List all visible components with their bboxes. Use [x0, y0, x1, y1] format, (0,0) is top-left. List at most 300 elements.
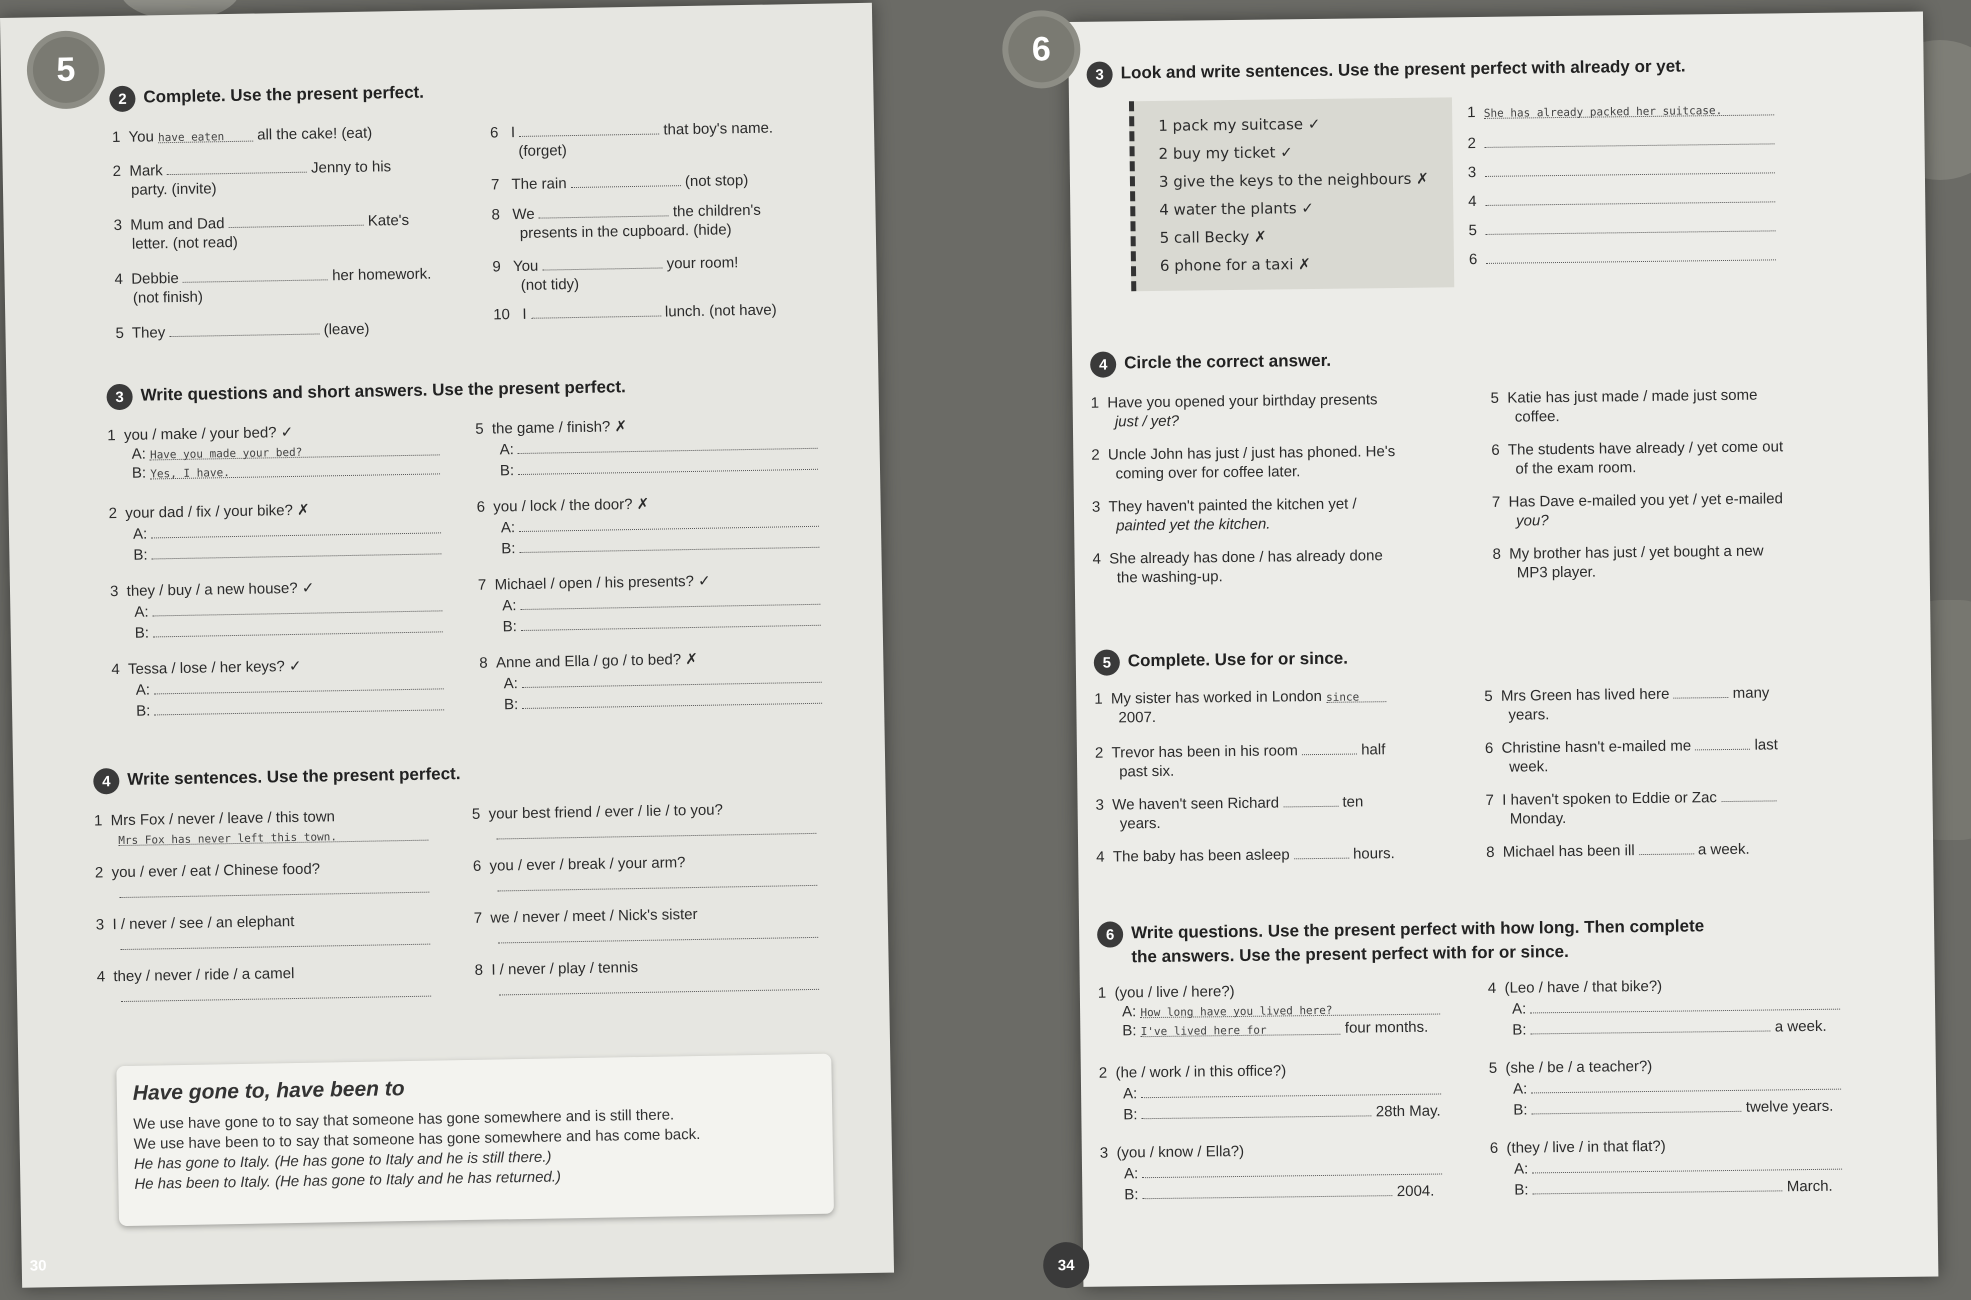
exercise-instruction: Complete. Use the present perfect.	[143, 82, 425, 107]
item-number: 1	[107, 427, 116, 445]
b-label: B:	[1512, 1021, 1527, 1039]
item-text: They	[131, 324, 166, 342]
answer-blank[interactable]	[228, 210, 363, 228]
ex4-item	[1491, 384, 1872, 441]
item-text: your room!	[666, 254, 739, 273]
ex4-item	[472, 799, 833, 857]
item-text: We haven't seen Richard	[1112, 794, 1280, 814]
a-label: A:	[1123, 1165, 1139, 1183]
item-number: 3	[1467, 164, 1477, 182]
checklist-item: 3 give the keys to the neighbours ✗	[1158, 169, 1429, 191]
item-number: 5	[471, 805, 481, 823]
item-text: lunch. (not have)	[664, 301, 777, 321]
exercise-6-column-left	[1098, 979, 1481, 1224]
ex6-item	[1098, 979, 1479, 1064]
unit-badge: 5	[32, 36, 99, 103]
item-text: coming over for coffee later.	[1115, 463, 1301, 483]
item-text: (forget)	[518, 142, 567, 160]
item-number: 7	[490, 176, 500, 194]
exercise-5-column-left	[1094, 685, 1476, 886]
item-prompt: they / never / ride / a camel	[113, 965, 295, 986]
exercise-3-heading	[106, 375, 626, 410]
answer-blank[interactable]	[531, 301, 661, 319]
a-label: A:	[132, 525, 148, 543]
answer-blank[interactable]	[571, 170, 681, 188]
ex2-item	[112, 154, 473, 214]
exercise-2-heading	[109, 81, 424, 112]
instruction-line: Write questions. Use the present perfect with how long. Then complete	[1131, 916, 1705, 943]
item-number: 1	[1094, 690, 1103, 708]
item-text: I	[510, 124, 516, 142]
item-number: 6	[489, 124, 499, 142]
ex6-item	[1488, 974, 1889, 1059]
ex6-item	[1099, 1059, 1480, 1144]
item-text: The rain	[511, 175, 567, 194]
item-number: 4	[1092, 550, 1102, 568]
exercise-2-items-right	[490, 116, 834, 334]
item-text: MP3 player.	[1516, 563, 1597, 582]
item-text: Mark	[129, 162, 163, 180]
exercise-6-column-right	[1488, 974, 1891, 1219]
item-number: 6	[1468, 251, 1478, 269]
item-prompt: you / ever / break / your arm?	[489, 854, 686, 875]
exercise-instruction: Write questions and short answers. Use the present perfect.	[140, 377, 626, 405]
handwritten-answer: How long have you lived here?	[1140, 1003, 1333, 1020]
answer-blank[interactable]	[1639, 838, 1694, 855]
ex4-item	[1091, 389, 1482, 446]
answer-blank[interactable]	[1673, 682, 1728, 699]
item-prompt: Michael / open / his presents? ✓	[494, 572, 711, 594]
ex3-item	[479, 647, 840, 731]
answer-blank[interactable]	[183, 264, 328, 283]
handwritten-answer: Mrs Fox has never left this town.	[118, 830, 338, 848]
ex2-item	[493, 298, 833, 334]
item-text: The baby has been asleep	[1112, 846, 1290, 866]
ex6-item	[1100, 1139, 1481, 1224]
item-text: My brother has just / yet bought a new	[1509, 542, 1764, 563]
item-text: 28th May.	[1375, 1102, 1441, 1121]
item-number: 8	[1492, 545, 1501, 563]
item-prompt: you / ever / eat / Chinese food?	[111, 860, 321, 882]
exercise-6-heading	[1097, 914, 1705, 969]
ex5-item	[1486, 836, 1886, 881]
item-text: The students have already / yet come out	[1507, 438, 1784, 459]
answer-blank[interactable]	[1142, 1100, 1372, 1119]
item-prompt: (he / work / in this office?)	[1115, 1062, 1287, 1082]
page-number-badge	[1043, 1242, 1090, 1289]
item-number: 6	[476, 498, 486, 516]
ex2-item	[114, 262, 475, 322]
item-text: March.	[1786, 1177, 1833, 1196]
item-prompt: I / never / see / an elephant	[112, 913, 295, 934]
b-label: B:	[131, 464, 147, 482]
item-text: We	[512, 205, 535, 224]
ex4-item	[474, 903, 835, 961]
item-text: Trevor has been in his room	[1111, 742, 1298, 762]
ex5-item	[1095, 789, 1476, 846]
ex6-item	[1489, 1054, 1890, 1139]
handwritten-answer: She has already packed her suitcase.	[1483, 104, 1723, 120]
ex4-item	[1092, 493, 1483, 550]
item-number: 8	[1486, 843, 1495, 861]
ex3-item	[107, 420, 458, 504]
item-number: 1	[1090, 394, 1100, 412]
item-text: I haven't spoken to Eddie or Zac	[1502, 789, 1717, 809]
item-number: 4	[114, 270, 124, 289]
answer-blank[interactable]	[1143, 1180, 1393, 1199]
item-text: Mrs Green has lived here	[1500, 685, 1670, 705]
answer-blank[interactable]	[1532, 1154, 1842, 1174]
answer-blank[interactable]	[542, 252, 662, 270]
item-number: 7	[1491, 493, 1501, 511]
item-number: 2	[1098, 1064, 1108, 1082]
item-number: 2	[108, 505, 118, 523]
item-text: I	[522, 305, 527, 323]
item-number: 2	[1094, 744, 1104, 762]
workbook-page-right	[1031, 12, 1938, 1287]
item-number: 4	[1487, 979, 1497, 997]
ex2-item	[113, 208, 474, 268]
item-text: Christine hasn't e-mailed me	[1501, 737, 1692, 757]
item-text: letter. (not read)	[131, 233, 238, 253]
item-number: 2	[1467, 135, 1476, 153]
item-text: the children's	[672, 201, 761, 221]
exercise-number: 2	[109, 86, 135, 112]
ex2-item	[492, 250, 833, 304]
b-label: B:	[134, 624, 150, 642]
ex4-item	[94, 805, 445, 863]
exercise-instruction: Look and write sentences. Use the present perfect with already or yet.	[1120, 56, 1686, 83]
ex3-item	[476, 491, 837, 575]
answer-blank[interactable]	[158, 126, 253, 144]
exercise-5-heading	[1094, 647, 1348, 676]
checklist-item: 2 buy my ticket ✓	[1158, 143, 1293, 163]
b-label: B:	[133, 546, 148, 564]
item-text: the washing-up.	[1116, 568, 1223, 587]
b-label: B:	[503, 696, 519, 714]
answer-blank[interactable]	[1485, 215, 1775, 235]
item-number: 4	[111, 661, 120, 679]
handwritten-answer: Have you made your bed?	[149, 445, 303, 462]
exercise-3-heading	[1086, 54, 1685, 87]
a-label: A:	[1121, 1003, 1137, 1021]
item-text: Michael has been ill	[1502, 842, 1635, 861]
item-prompt: you / lock / the door? ✗	[493, 495, 650, 516]
answer-line	[1467, 128, 1797, 161]
answer-blank[interactable]	[1695, 734, 1750, 751]
note-line: We use have been to to say that someone has gone somewhere and has come back.	[133, 1125, 701, 1153]
exercise-2-items-left	[112, 122, 476, 352]
answer-blank[interactable]	[1484, 99, 1774, 119]
ex4-item	[475, 955, 836, 1013]
handwritten-answer: have eaten	[157, 130, 225, 145]
exercise-3-column-left	[107, 420, 462, 738]
checklist-item: 5 call Becky ✗	[1159, 227, 1267, 247]
ex4-item	[96, 909, 447, 967]
item-number: 5	[115, 324, 125, 343]
item-text: last	[1754, 736, 1778, 754]
answer-blank[interactable]	[1533, 1175, 1783, 1194]
answer-blank[interactable]	[1294, 843, 1349, 860]
handwritten-answer: I've lived here for	[1140, 1023, 1267, 1039]
item-prompt: Tessa / lose / her keys? ✓	[127, 657, 302, 678]
answer-blank[interactable]	[1141, 1079, 1441, 1099]
item-number: 9	[492, 258, 501, 276]
a-label: A:	[500, 519, 516, 537]
answer-blank[interactable]	[1283, 791, 1338, 808]
item-text: a week.	[1697, 840, 1750, 859]
item-text: Kate's	[367, 211, 410, 230]
answer-blank[interactable]	[1530, 994, 1840, 1014]
answer-line	[1468, 215, 1798, 248]
page-number: 30	[29, 1257, 47, 1275]
ex5-item	[1096, 841, 1476, 886]
workbook-page-left	[0, 3, 894, 1288]
b-label: B:	[501, 540, 516, 558]
answer-blank[interactable]	[1485, 244, 1775, 264]
ex2-item	[115, 316, 475, 352]
a-label: A:	[502, 597, 517, 615]
ex2-item	[491, 198, 832, 256]
item-prompt: your best friend / ever / lie / to you?	[488, 801, 724, 823]
item-text: Monday.	[1509, 809, 1567, 828]
item-text: You	[128, 128, 154, 146]
exercise-4-column-left	[94, 805, 448, 1019]
answer-blank[interactable]	[169, 318, 319, 337]
item-text: (not tidy)	[520, 275, 580, 294]
exercise-4-column-left	[1091, 389, 1484, 602]
item-text: party. (invite)	[130, 180, 217, 199]
ex5-item	[1484, 680, 1885, 737]
item-text: Debbie	[131, 269, 179, 288]
item-text: past six.	[1119, 762, 1175, 781]
item-text: (not stop)	[684, 171, 749, 191]
note-example: He has gone to Italy. (He has gone to Italy and he is still there.)	[133, 1148, 552, 1173]
ex6-item	[1490, 1134, 1891, 1219]
item-number: 3	[1091, 498, 1101, 516]
item-prompt: you / make / your bed? ✓	[123, 423, 294, 444]
a-label: A:	[134, 603, 149, 621]
item-number: 10	[493, 306, 511, 324]
exercise-number: 6	[1097, 921, 1123, 947]
a-label: A:	[499, 441, 514, 459]
ex5-item	[1095, 737, 1476, 794]
item-text: four months.	[1344, 1018, 1429, 1037]
note-line: We use have gone to to say that someone has gone somewhere and is still there.	[133, 1106, 675, 1133]
checklist-notebook	[1129, 97, 1454, 291]
answer-blank[interactable]	[539, 200, 669, 218]
exercise-number: 3	[1086, 61, 1112, 87]
ex4-item	[1492, 540, 1873, 597]
answer-blank[interactable]	[1484, 157, 1774, 177]
ex4-item	[1092, 545, 1483, 602]
item-number: 3	[95, 916, 105, 934]
checklist-item: 1 pack my suitcase ✓	[1158, 114, 1321, 135]
answer-blank[interactable]	[1302, 739, 1357, 756]
handwritten-answer: since	[1325, 690, 1360, 704]
grammar-note	[116, 1054, 834, 1226]
item-text: She already has done / has already done	[1109, 547, 1383, 568]
item-prompt: the game / finish? ✗	[491, 418, 628, 438]
item-text: (not finish)	[132, 288, 204, 307]
item-number: 5	[475, 420, 484, 438]
exercise-4-heading	[93, 762, 461, 794]
page-number: 34	[1057, 1256, 1075, 1274]
b-label: B:	[135, 702, 151, 720]
item-prompt: (they / live / in that flat?)	[1506, 1137, 1666, 1157]
item-prompt: they / buy / a new house? ✓	[126, 579, 315, 600]
item-number: 4	[96, 968, 106, 986]
exercise-3-answers	[1467, 99, 1799, 277]
answer-blank[interactable]	[1531, 1015, 1771, 1034]
item-number: 6	[1484, 739, 1494, 757]
a-label: A:	[135, 681, 151, 699]
ex3-item	[110, 576, 461, 660]
b-label: B:	[1124, 1186, 1139, 1204]
answer-blank[interactable]	[1721, 785, 1776, 802]
answer-line	[1467, 99, 1797, 132]
item-number: 3	[109, 583, 119, 601]
ex4-item	[1492, 488, 1873, 545]
item-number: 4	[1468, 193, 1477, 211]
b-label: B:	[502, 618, 518, 636]
item-number: 7	[1485, 791, 1494, 809]
a-label: A:	[1122, 1085, 1138, 1103]
item-text: My sister has worked in London	[1110, 687, 1322, 708]
note-example: He has been to Italy. (He has gone to Italy and he has returned.)	[134, 1168, 562, 1193]
item-prompt: (she / be / a teacher?)	[1505, 1057, 1653, 1077]
item-text: Have you opened your birthday presents	[1107, 391, 1378, 412]
item-text: years.	[1119, 814, 1161, 833]
exercise-number: 5	[1094, 649, 1120, 675]
ex5-item	[1485, 732, 1886, 789]
item-number: 6	[1491, 441, 1500, 459]
answer-blank[interactable]	[519, 119, 659, 137]
item-text: Uncle John has just / just has phoned. He's	[1107, 443, 1396, 464]
exercise-number: 4	[1090, 351, 1116, 377]
answer-blank[interactable]	[1140, 999, 1440, 1019]
item-number: 3	[1095, 796, 1105, 814]
item-text: twelve years.	[1745, 1097, 1834, 1116]
item-text: They haven't painted the kitchen yet /	[1108, 495, 1357, 516]
item-number: 1	[1467, 104, 1476, 122]
ex3-item	[478, 569, 839, 653]
ex4-item	[1091, 441, 1482, 498]
unit-badge: 6	[1008, 16, 1075, 83]
item-text: (leave)	[323, 320, 370, 339]
b-label: B:	[499, 462, 515, 480]
item-text: you?	[1516, 512, 1549, 530]
item-text: just / yet?	[1114, 412, 1180, 431]
item-number: 8	[474, 961, 484, 979]
item-text: week.	[1509, 758, 1549, 776]
a-label: A:	[1512, 1080, 1528, 1098]
item-text: all the cake! (eat)	[257, 124, 373, 144]
ex2-item	[490, 116, 831, 174]
item-text: presents in the cupboard. (hide)	[519, 221, 732, 242]
ex3-item	[475, 413, 836, 497]
exercise-instruction: Complete. Use for or since.	[1127, 648, 1349, 671]
exercise-3-column-right	[475, 413, 840, 731]
item-prompt: I / never / play / tennis	[491, 959, 639, 979]
ex3-item	[109, 498, 460, 582]
item-text: coffee.	[1514, 408, 1560, 426]
item-number: 8	[479, 654, 488, 672]
item-number: 6	[472, 857, 482, 875]
item-prompt: (you / know / Ella?)	[1116, 1142, 1245, 1162]
exercise-instruction: Write sentences. Use the present perfect.	[127, 764, 461, 789]
item-text: painted yet the kitchen.	[1116, 515, 1271, 535]
item-text: of the exam room.	[1515, 459, 1637, 478]
item-number: 1	[1097, 984, 1107, 1002]
answer-blank[interactable]	[1484, 128, 1774, 148]
exercise-5-column-right	[1484, 680, 1886, 881]
checklist-item: 4 water the plants ✓	[1159, 199, 1315, 219]
item-text: a week.	[1774, 1017, 1827, 1036]
answer-blank[interactable]	[1142, 1159, 1442, 1179]
ex5-item	[1094, 685, 1475, 742]
note-title: Have gone to, have been to	[132, 1077, 405, 1105]
item-number: 1	[111, 128, 121, 147]
item-number: 5	[1484, 687, 1493, 705]
b-label: B:	[1514, 1181, 1529, 1199]
item-number: 7	[473, 909, 483, 927]
item-number: 6	[1489, 1139, 1499, 1157]
b-label: B:	[1122, 1022, 1137, 1040]
answer-line	[1468, 157, 1798, 190]
answer-blank[interactable]	[1326, 686, 1386, 703]
b-label: B:	[1123, 1106, 1138, 1124]
ex3-item	[111, 654, 462, 738]
exercise-number: 3	[106, 384, 132, 410]
exercise-4-column-right	[1491, 384, 1874, 597]
item-text: half	[1361, 741, 1386, 759]
item-number: 5	[1488, 1059, 1498, 1077]
ex5-item	[1485, 784, 1886, 841]
ex4-item	[97, 961, 448, 1019]
exercise-instruction	[1131, 914, 1705, 969]
a-label: A:	[1513, 1160, 1529, 1178]
answer-blank[interactable]	[1141, 1019, 1341, 1037]
item-number: 8	[491, 206, 501, 224]
item-text: ten	[1342, 793, 1364, 811]
item-number: 2	[94, 864, 104, 882]
handwritten-answer: Yes, I have.	[150, 466, 230, 481]
item-text: many	[1732, 684, 1770, 702]
exercise-instruction: Circle the correct answer.	[1124, 350, 1332, 373]
exercise-number: 4	[93, 768, 119, 794]
item-number: 2	[112, 162, 122, 181]
item-text: Has Dave e-mailed you yet / yet e-mailed	[1508, 490, 1783, 511]
item-number: 5	[1468, 222, 1478, 240]
item-prompt: Mrs Fox / never / leave / this town	[110, 808, 336, 830]
a-label: A:	[503, 675, 519, 693]
answer-line	[1469, 244, 1799, 277]
answer-blank[interactable]	[1532, 1096, 1742, 1115]
item-text: 2004.	[1396, 1182, 1435, 1201]
answer-blank[interactable]	[167, 157, 307, 175]
ex4-item	[473, 851, 834, 909]
answer-blank[interactable]	[1531, 1074, 1841, 1094]
item-text: You	[512, 257, 539, 276]
item-text: that boy's name.	[663, 119, 774, 139]
item-number: 1	[93, 812, 103, 830]
ex4-item	[1491, 436, 1872, 493]
item-prompt: Anne and Ella / go / to bed? ✗	[495, 650, 699, 672]
answer-blank[interactable]	[1485, 186, 1775, 206]
checklist-item: 6 phone for a taxi ✗	[1159, 255, 1311, 275]
a-label: A:	[1511, 1000, 1527, 1018]
